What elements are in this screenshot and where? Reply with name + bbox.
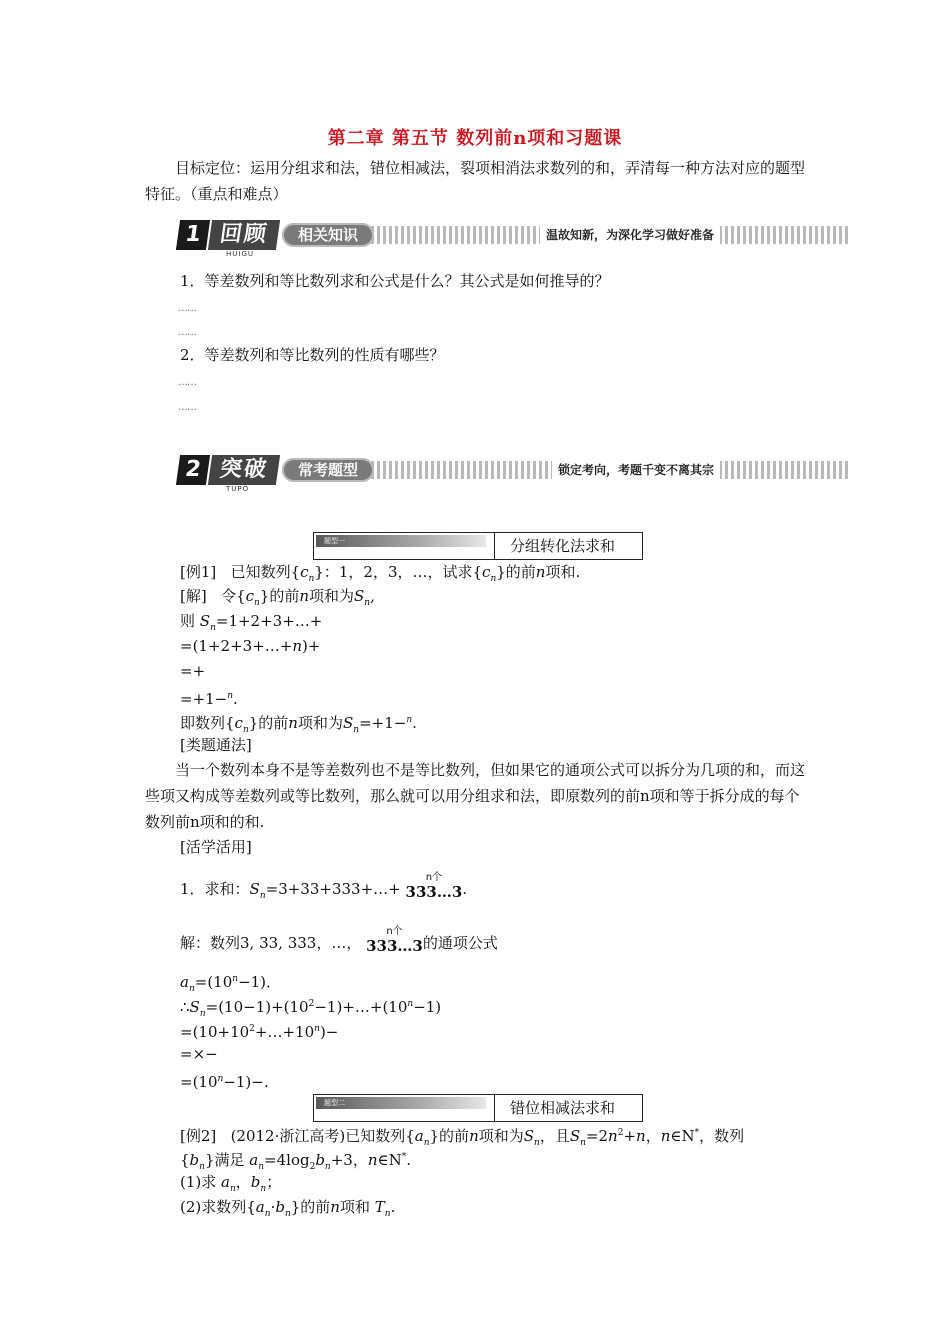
text-run: }：1，2，3，…，试求{ [314, 563, 483, 581]
problem-type-label: 错位相减法求和 [510, 1099, 616, 1117]
answer-dots: …… [178, 402, 196, 413]
example-2-part-1: (1)求 $a_n$，$b_n$； [180, 1173, 282, 1194]
text-run: −1)−. [223, 1073, 269, 1091]
text-run: ； [266, 1173, 282, 1191]
text-run: =(10 [180, 1073, 218, 1091]
text-run: (2012·浙江高考)已知数列{ [230, 1127, 415, 1145]
problem-type-tag: 题型一 [316, 535, 486, 547]
text-run: )− [319, 1023, 339, 1041]
text-run: ，数列 [699, 1127, 745, 1145]
divider [494, 533, 495, 559]
problem-type-tag: 题型二 [316, 1097, 486, 1109]
text-run: ∈N [670, 1127, 695, 1145]
problem-type-label: 分组转化法求和 [510, 537, 616, 555]
text-run: 项和为 [309, 587, 355, 605]
text-run: =(10+10 [180, 1023, 250, 1041]
text-run: =(10 [194, 973, 233, 991]
example-1-solution-start: [解] 令$\{c_n\}$的前n项和为$S_n$, [180, 587, 375, 608]
problem-type-box-2 [313, 1094, 643, 1122]
formula-line: $=(10^n-1)-$. [180, 1073, 269, 1091]
method-heading: [类题通法] [180, 736, 252, 754]
practice-solution-start [180, 926, 498, 958]
text-run: =1+2+3+…+ [215, 612, 323, 630]
text-run: 项和 [339, 1198, 370, 1216]
example-2-part-2: (2)求数列$\{a_n\cdot b_n\}$的前n项和 $T_n$. [180, 1198, 396, 1219]
text-run: =4log [264, 1151, 310, 1169]
text-run: (1)求 [180, 1173, 217, 1191]
formula-line: =(1+2+3+…+n)+ [180, 637, 321, 655]
digit-stack [366, 926, 423, 954]
banner-heading: 突破 [208, 455, 280, 485]
answer-dots: …… [178, 377, 196, 388]
text-run: =+1− [180, 690, 228, 708]
text-run: 即数列{ [180, 714, 235, 732]
problem-type-box-1 [313, 532, 643, 560]
banner-heading: 回顾 [208, 220, 280, 250]
stack-label: n个 [425, 872, 443, 883]
text-run: }的前 [496, 563, 536, 581]
section-banner-breakthrough [178, 455, 848, 493]
text-run: { [180, 1151, 190, 1169]
text-run: ， [645, 1127, 661, 1145]
text-run: }的前 [429, 1127, 470, 1145]
review-question-1: 1．等差数列和等比数列求和公式是什么？其公式是如何推导的？ [180, 272, 610, 290]
text-run: }的前 [290, 1198, 331, 1216]
practice-heading: [活学活用] [180, 838, 252, 856]
banner-pill: 常考题型 [282, 458, 374, 482]
objective-text: 目标定位：运用分组求和法，错位相减法，裂项相消法求数列的和，弄清每一种方法对应的题型特征。（重点和难点） [145, 159, 806, 203]
text-run: −1)+…+(10 [314, 998, 408, 1016]
method-text: 当一个数列本身不是等差数列也不是等比数列，但如果它的通项公式可以拆分为几项的和，而这些项又构成等差数列或等比数列，那么就可以用分组求和法，即原数列的前n项和等于拆分成的每个数列前n项和的和. [145, 761, 806, 831]
formula-line: $=(10+10^2+\dots+10^n)-$ [180, 1023, 339, 1041]
text-run: ∈N [377, 1151, 402, 1169]
text-run: · [270, 1198, 276, 1216]
text-run: =(10−1)+(10 [205, 998, 309, 1016]
formula-line: =+ [180, 662, 206, 680]
banner-number: 1 [176, 220, 210, 250]
banner-number: 2 [176, 455, 210, 485]
banner-slogan: 温故知新，为深化学习做好准备 [540, 225, 720, 245]
text-run: ∴ [180, 998, 190, 1016]
formula-line: $a_n=(10^n-1)$． [180, 973, 282, 994]
banner-pinyin: HUIGU [226, 250, 254, 258]
text-run: 则 [180, 612, 196, 630]
formula-line: $\therefore S_n=(10-1)+(10^2-1)+\dots+(10^n-1)$ [180, 998, 442, 1019]
text-run: ， [235, 1173, 251, 1191]
text-run: −1)． [238, 973, 282, 991]
text-run: }的前 [259, 587, 300, 605]
answer-dots: …… [178, 303, 196, 314]
example-1-statement: [例1] 已知数列$\{c_n\}$：1，2，3，…，试求$\{c_n\}$的前n项和. [180, 563, 581, 584]
example-2-statement-cont: $\{b_n\}$满足 $a_n=4\log_2b_n+3$，n∈N*. [180, 1151, 412, 1172]
formula-line: =+1−$^n$. [180, 690, 238, 708]
text-run: + [623, 1127, 637, 1145]
text-run: 令{ [221, 587, 246, 605]
answer-dots: …… [178, 327, 196, 338]
text-run: }满足 [204, 1151, 245, 1169]
text-run: 解：数列3, 33, 333，…， [180, 934, 362, 952]
text-run: =(1+2+3+…+ [180, 637, 293, 655]
text-run: 1．求和： [180, 880, 250, 898]
section-banner-review [178, 220, 848, 258]
text-run: +3， [330, 1151, 368, 1169]
formula-line: 则 $S_n=1+2+3+\dots+$ [180, 612, 323, 633]
example-2-statement: [例2] (2012·浙江高考)已知数列$\{a_n\}$的前n项和为$S_n$，且$S_n=2n^2+n$，n∈N*，数列 [180, 1127, 745, 1148]
digit-stack [406, 872, 463, 900]
practice-question: 1．求和：$S_n=3+33+333+\dots+$ n个 333…3 . [180, 872, 468, 901]
text-run: }的前 [248, 714, 289, 732]
solution-head: [解] [180, 587, 207, 605]
text-run: )+ [302, 637, 321, 655]
stack-number: 333…3 [366, 937, 423, 955]
review-question-2: 2．等差数列和等比数列的性质有哪些？ [180, 346, 445, 364]
banner-pill: 相关知识 [282, 223, 374, 247]
banner-pinyin: TUPO [226, 485, 250, 493]
example-1-conclusion: 即数列$\{c_n\}$的前n项和为$S_n=+1-^n$. [180, 714, 417, 735]
text-run: . [390, 1198, 396, 1216]
text-run: −1) [413, 998, 442, 1016]
text-run: (2)求数列{ [180, 1198, 256, 1216]
divider [494, 1095, 495, 1121]
example-head: [例1] [180, 563, 217, 581]
text-run: 项和. [545, 563, 581, 581]
text-run: =2 [585, 1127, 609, 1145]
stack-label: n个 [386, 926, 403, 937]
text-run: +…+10 [254, 1023, 315, 1041]
banner-slogan: 锁定考向，考题千变不离其宗 [552, 460, 720, 480]
text-run: =+1− [359, 714, 407, 732]
text-run: ，且 [539, 1127, 570, 1145]
page-title: 第二章 第五节 数列前n项和习题课 [327, 128, 623, 149]
formula-line: =×− [180, 1045, 218, 1063]
example-head: [例2] [180, 1127, 217, 1145]
text-run: 的通项公式 [422, 934, 498, 952]
stack-number: 333…3 [405, 883, 463, 901]
text-run: 项和为 [478, 1127, 524, 1145]
text-run: =3+33+333+…+ [265, 880, 401, 898]
text-run: 项和为 [297, 714, 343, 732]
text-run: 已知数列{ [230, 563, 301, 581]
